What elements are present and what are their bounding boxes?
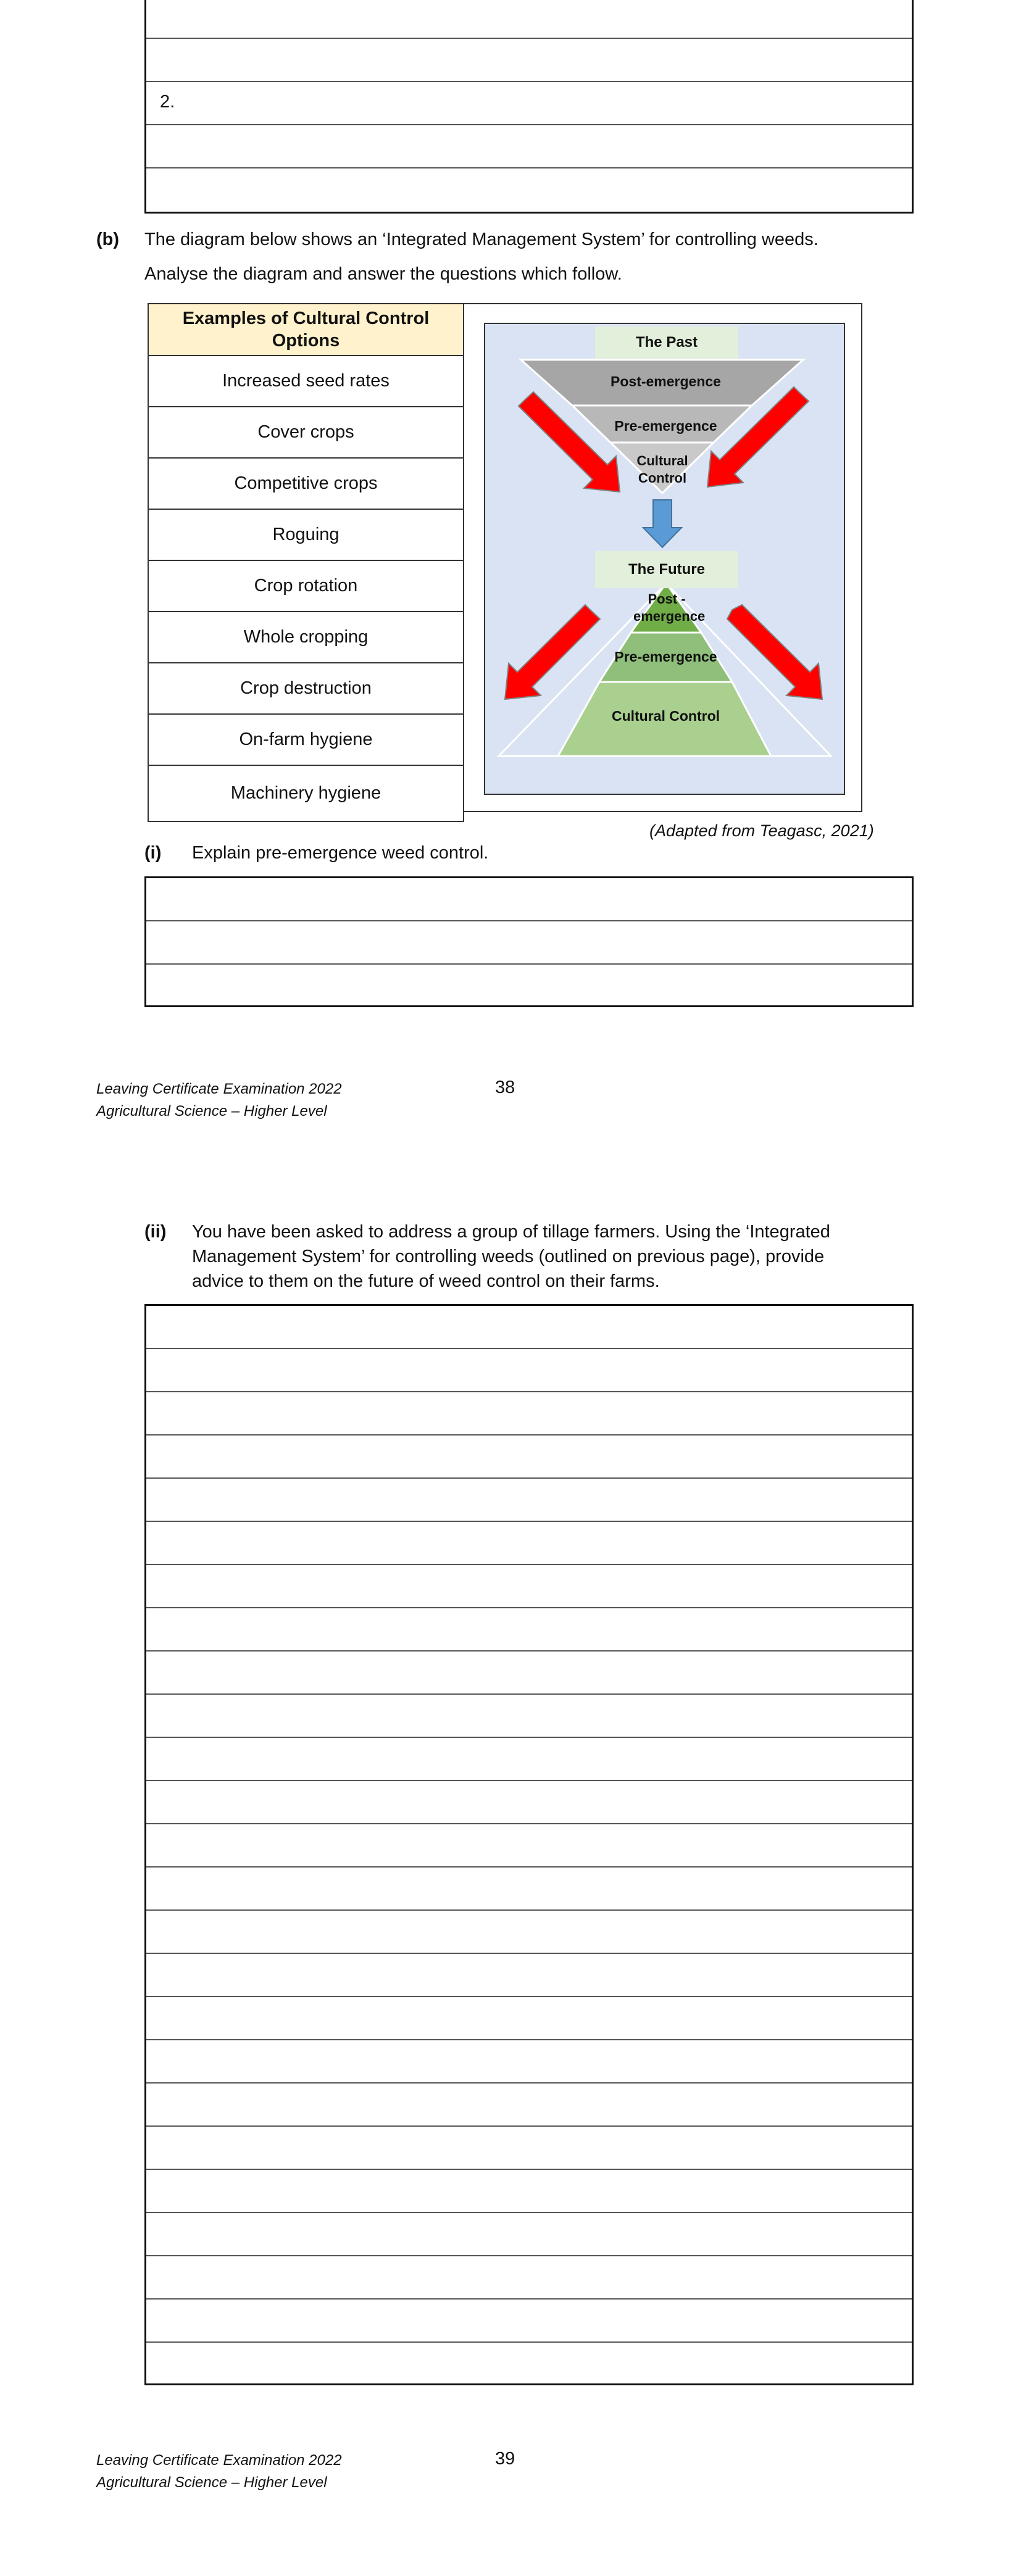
table-row: Crop rotation <box>148 560 464 612</box>
answer-line <box>146 1693 912 1695</box>
table-row: Competitive crops <box>148 458 464 509</box>
answer-line <box>146 2341 912 2343</box>
footer-exam-title: Leaving Certificate Examination 2022 <box>96 2452 342 2469</box>
answer-line <box>146 1823 912 1824</box>
answer-line <box>146 38 912 39</box>
part-b-label: (b) <box>96 230 120 249</box>
answer-line <box>146 1564 912 1565</box>
diagram-frame <box>464 303 862 812</box>
question-ii-line-3: advice to them on the future of weed control on their farms. <box>192 1271 660 1291</box>
cultural-control-table <box>148 303 464 822</box>
part-b-intro: The diagram below shows an ‘Integrated Management System’ for controlling weeds. <box>144 230 819 249</box>
question-ii-line-1: You have been asked to address a group of tillage farmers. Using the ‘Integrated <box>192 1222 830 1242</box>
page-number: 39 <box>495 2449 515 2469</box>
table-row: Crop destruction <box>148 663 464 714</box>
answer-item-number: 2. <box>160 92 175 112</box>
answer-line <box>146 81 912 82</box>
future-title-box <box>595 551 738 588</box>
question-i-text: Explain pre-emergence weed control. <box>192 843 489 863</box>
table-row: Machinery hygiene <box>148 765 464 821</box>
answer-line <box>146 2082 912 2084</box>
integrated-management-diagram <box>484 323 845 795</box>
question-i-label: (i) <box>144 843 162 863</box>
answer-line <box>146 1477 912 1479</box>
question-ii-line-2: Management System’ for controlling weeds (outlined on previous page), provide <box>192 1247 825 1266</box>
source-attribution: (Adapted from Teagasc, 2021) <box>649 821 874 840</box>
answer-line <box>146 1521 912 1522</box>
past-layer-post-emergence: Post-emergence <box>611 373 721 389</box>
table-row: Roguing <box>148 509 464 560</box>
past-title: The Past <box>635 334 698 351</box>
past-layer-cultural-control: Cultural Control <box>636 453 688 486</box>
future-layer-pre-emergence: Pre-emergence <box>614 649 717 665</box>
future-title: The Future <box>628 561 705 578</box>
answer-box-top[interactable] <box>144 0 914 214</box>
answer-line <box>146 1650 912 1652</box>
answer-box-i[interactable] <box>144 876 914 1007</box>
future-layer-cultural-control: Cultural Control <box>611 708 720 724</box>
answer-line <box>146 2298 912 2300</box>
answer-line <box>146 1737 912 1738</box>
answer-line <box>146 963 912 965</box>
answer-line <box>146 1996 912 1997</box>
footer-subject: Agricultural Science – Higher Level <box>96 2474 327 2491</box>
table-row: Whole cropping <box>148 612 464 663</box>
footer-subject: Agricultural Science – Higher Level <box>96 1103 327 1120</box>
answer-line <box>146 920 912 921</box>
answer-line <box>146 1780 912 1781</box>
answer-line <box>146 1391 912 1392</box>
table-row: Cover crops <box>148 407 464 458</box>
blue-down-arrow-icon <box>643 500 681 547</box>
future-layer-post-emergence: Post - emergence <box>633 591 706 624</box>
answer-line <box>146 2255 912 2256</box>
answer-line <box>146 1866 912 1868</box>
answer-line <box>146 2212 912 2213</box>
past-title-box <box>595 326 738 359</box>
table-row: On-farm hygiene <box>148 714 464 765</box>
answer-line <box>146 2125 912 2127</box>
answer-line <box>146 124 912 125</box>
answer-line <box>146 1909 912 1911</box>
answer-line <box>146 2039 912 2040</box>
page-number: 38 <box>495 1078 515 1097</box>
answer-line <box>146 1607 912 1608</box>
past-layer-pre-emergence: Pre-emergence <box>614 418 717 434</box>
table-row: Increased seed rates <box>148 355 464 407</box>
answer-line <box>146 2169 912 2170</box>
answer-line <box>146 1953 912 1954</box>
question-ii-label: (ii) <box>144 1222 167 1242</box>
answer-line <box>146 167 912 168</box>
footer-exam-title: Leaving Certificate Examination 2022 <box>96 1081 342 1097</box>
table-header: Examples of Cultural Control Options <box>148 304 464 355</box>
answer-box-ii[interactable] <box>144 1304 914 2385</box>
answer-line <box>146 1434 912 1435</box>
part-b-instruction: Analyse the diagram and answer the questions which follow. <box>144 264 622 284</box>
answer-line <box>146 1348 912 1349</box>
